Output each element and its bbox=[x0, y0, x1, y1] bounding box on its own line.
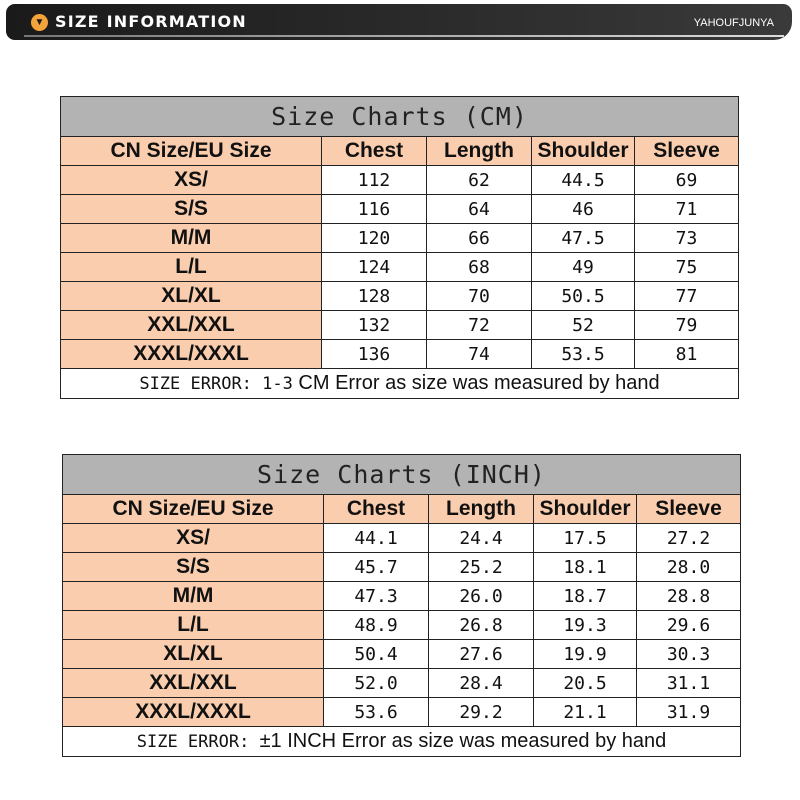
size-cell: M/M bbox=[63, 582, 324, 611]
column-header-shoulder: Shoulder bbox=[534, 495, 637, 524]
chest-cell: 132 bbox=[322, 311, 427, 340]
length-cell: 27.6 bbox=[429, 640, 534, 669]
sleeve-cell: 31.1 bbox=[637, 669, 741, 698]
brand-name: YAHOUFJUNYA bbox=[693, 17, 774, 29]
column-header-sleeve: Sleeve bbox=[637, 495, 741, 524]
table-row bbox=[61, 282, 739, 311]
length-cell: 24.4 bbox=[429, 524, 534, 553]
shoulder-cell: 53.5 bbox=[532, 340, 635, 369]
shoulder-cell: 52 bbox=[532, 311, 635, 340]
column-header-length: Length bbox=[429, 495, 534, 524]
size-cell: XXXL/XXXL bbox=[61, 340, 322, 369]
size-cell: XL/XL bbox=[63, 640, 324, 669]
size-cell: XXXL/XXXL bbox=[63, 698, 324, 727]
chest-cell: 45.7 bbox=[324, 553, 429, 582]
size-cell: S/S bbox=[63, 553, 324, 582]
length-cell: 64 bbox=[427, 195, 532, 224]
chest-cell: 44.1 bbox=[324, 524, 429, 553]
sleeve-cell: 79 bbox=[635, 311, 739, 340]
length-cell: 72 bbox=[427, 311, 532, 340]
table-row bbox=[63, 553, 741, 582]
table-row bbox=[63, 640, 741, 669]
size-cell: XS/ bbox=[61, 166, 322, 195]
size-error-text: CM Error as size was measured by hand bbox=[292, 372, 660, 394]
size-error-text: ±1 INCH Error as size was measured by hand bbox=[259, 730, 667, 752]
length-cell: 25.2 bbox=[429, 553, 534, 582]
size-error-prefix: SIZE ERROR: bbox=[136, 732, 260, 752]
table-row bbox=[61, 195, 739, 224]
size-cell: XS/ bbox=[63, 524, 324, 553]
table-row bbox=[61, 253, 739, 282]
length-cell: 62 bbox=[427, 166, 532, 195]
chest-cell: 128 bbox=[322, 282, 427, 311]
chest-cell: 124 bbox=[322, 253, 427, 282]
length-cell: 66 bbox=[427, 224, 532, 253]
size-cell: XXL/XXL bbox=[63, 669, 324, 698]
size-cell: XL/XL bbox=[61, 282, 322, 311]
shoulder-cell: 20.5 bbox=[534, 669, 637, 698]
sleeve-cell: 71 bbox=[635, 195, 739, 224]
size-error-note bbox=[63, 727, 741, 757]
shoulder-cell: 47.5 bbox=[532, 224, 635, 253]
table-row bbox=[63, 524, 741, 553]
shoulder-cell: 17.5 bbox=[534, 524, 637, 553]
shoulder-cell: 18.1 bbox=[534, 553, 637, 582]
header-banner bbox=[6, 4, 792, 40]
size-cell: L/L bbox=[61, 253, 322, 282]
sleeve-cell: 81 bbox=[635, 340, 739, 369]
shoulder-cell: 19.3 bbox=[534, 611, 637, 640]
size-cell: S/S bbox=[61, 195, 322, 224]
sleeve-cell: 27.2 bbox=[637, 524, 741, 553]
sleeve-cell: 30.3 bbox=[637, 640, 741, 669]
table-row bbox=[61, 166, 739, 195]
sleeve-cell: 31.9 bbox=[637, 698, 741, 727]
chest-cell: 136 bbox=[322, 340, 427, 369]
chest-cell: 112 bbox=[322, 166, 427, 195]
shoulder-cell: 21.1 bbox=[534, 698, 637, 727]
column-header-sleeve: Sleeve bbox=[635, 137, 739, 166]
table-title: Size Charts (CM) bbox=[61, 97, 739, 137]
shoulder-cell: 18.7 bbox=[534, 582, 637, 611]
sleeve-cell: 29.6 bbox=[637, 611, 741, 640]
column-header-chest: Chest bbox=[322, 137, 427, 166]
table-row bbox=[61, 340, 739, 369]
table-row bbox=[63, 698, 741, 727]
size-cell: M/M bbox=[61, 224, 322, 253]
shoulder-cell: 46 bbox=[532, 195, 635, 224]
length-cell: 68 bbox=[427, 253, 532, 282]
chest-cell: 120 bbox=[322, 224, 427, 253]
shoulder-cell: 50.5 bbox=[532, 282, 635, 311]
size-chart-inch-table bbox=[62, 454, 741, 757]
length-cell: 26.0 bbox=[429, 582, 534, 611]
sleeve-cell: 73 bbox=[635, 224, 739, 253]
chest-cell: 116 bbox=[322, 195, 427, 224]
table-row bbox=[63, 669, 741, 698]
sleeve-cell: 28.8 bbox=[637, 582, 741, 611]
sleeve-cell: 69 bbox=[635, 166, 739, 195]
size-cell: L/L bbox=[63, 611, 324, 640]
page-title: SIZE INFORMATION bbox=[55, 12, 247, 31]
table-row bbox=[61, 311, 739, 340]
column-header-size: CN Size/EU Size bbox=[63, 495, 324, 524]
sleeve-cell: 75 bbox=[635, 253, 739, 282]
size-cell: XXL/XXL bbox=[61, 311, 322, 340]
sleeve-cell: 77 bbox=[635, 282, 739, 311]
chest-cell: 50.4 bbox=[324, 640, 429, 669]
column-header-length: Length bbox=[427, 137, 532, 166]
size-error-prefix: SIZE ERROR: 1-3 bbox=[139, 374, 293, 394]
column-header-size: CN Size/EU Size bbox=[61, 137, 322, 166]
length-cell: 70 bbox=[427, 282, 532, 311]
table-title: Size Charts (INCH) bbox=[63, 455, 741, 495]
sleeve-cell: 28.0 bbox=[637, 553, 741, 582]
chest-cell: 52.0 bbox=[324, 669, 429, 698]
table-row bbox=[61, 224, 739, 253]
chest-cell: 53.6 bbox=[324, 698, 429, 727]
shoulder-cell: 44.5 bbox=[532, 166, 635, 195]
shoulder-cell: 49 bbox=[532, 253, 635, 282]
length-cell: 26.8 bbox=[429, 611, 534, 640]
chevron-down-icon: ▼ bbox=[31, 14, 48, 31]
banner-divider bbox=[24, 35, 784, 37]
length-cell: 29.2 bbox=[429, 698, 534, 727]
size-error-note bbox=[61, 369, 739, 399]
chest-cell: 48.9 bbox=[324, 611, 429, 640]
chest-cell: 47.3 bbox=[324, 582, 429, 611]
table-row bbox=[63, 611, 741, 640]
shoulder-cell: 19.9 bbox=[534, 640, 637, 669]
size-chart-cm-table bbox=[60, 96, 739, 399]
column-header-chest: Chest bbox=[324, 495, 429, 524]
length-cell: 74 bbox=[427, 340, 532, 369]
length-cell: 28.4 bbox=[429, 669, 534, 698]
table-row bbox=[63, 582, 741, 611]
column-header-shoulder: Shoulder bbox=[532, 137, 635, 166]
